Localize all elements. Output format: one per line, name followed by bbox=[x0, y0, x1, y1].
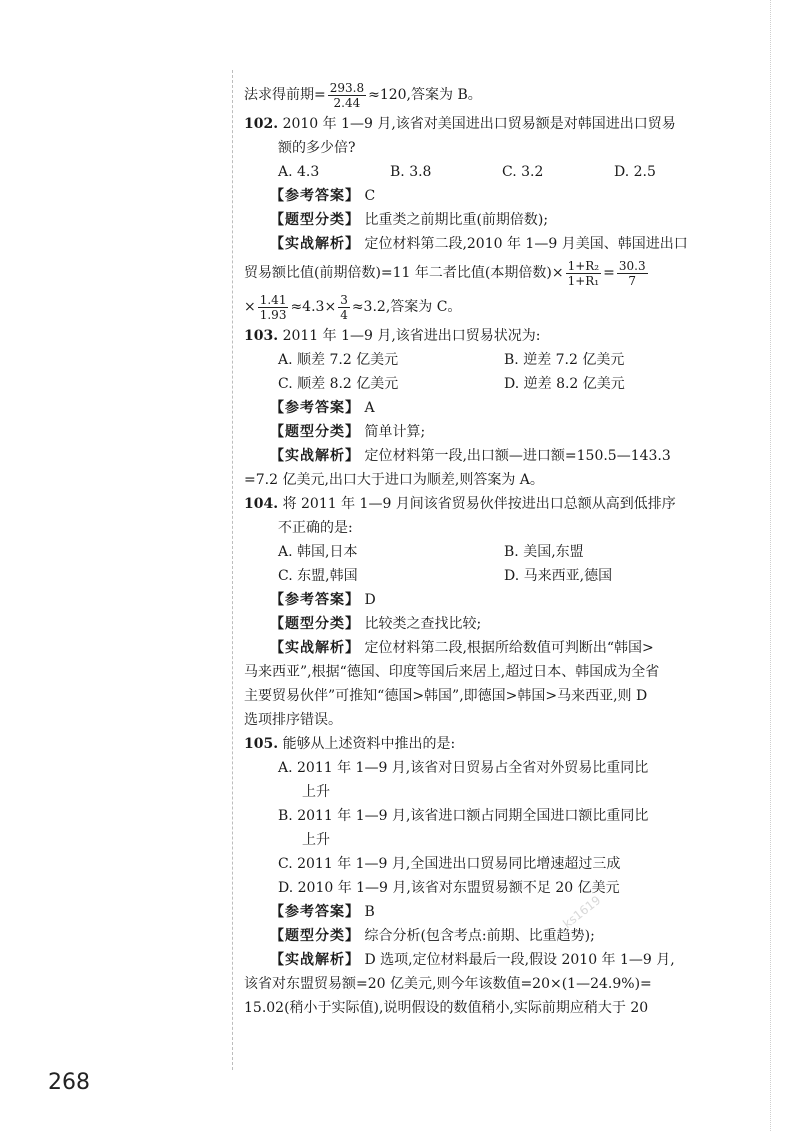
option-a: A. 顺差 7.2 亿美元 bbox=[278, 352, 399, 368]
question-stem-text: 能够从上述资料中推出的是: bbox=[282, 736, 456, 752]
option-text: D. 2010 年 1—9 月,该省对东盟贸易额不足 20 亿美元 bbox=[278, 880, 620, 896]
watermark: ks1619 bbox=[560, 893, 604, 931]
analysis-tag: 【实战解析】 bbox=[270, 236, 360, 252]
type-value: 综合分析(包含考点:前期、比重趋势); bbox=[364, 928, 595, 944]
answer-line bbox=[244, 900, 732, 924]
right-margin-marks bbox=[770, 0, 781, 1131]
analysis-text: 15.02(稍小于实际值),说明假设的数值稍小,实际前期应稍大于 20 bbox=[244, 1000, 649, 1016]
type-tag: 【题型分类】 bbox=[270, 616, 360, 632]
binding-edge-line bbox=[232, 70, 233, 1070]
question-number: 105. bbox=[244, 736, 279, 752]
analysis-line bbox=[244, 660, 732, 684]
fraction-numerator: 3 bbox=[340, 292, 348, 307]
question-stem-text: 2010 年 1—9 月,该省对美国进出口贸易额是对韩国进出口贸易 bbox=[282, 116, 676, 132]
fraction-denominator: 7 bbox=[628, 273, 637, 288]
question-105-stem bbox=[244, 732, 732, 756]
analysis-text: 定位材料第二段,2010 年 1—9 月美国、韩国进出口 bbox=[364, 236, 688, 252]
fraction bbox=[566, 259, 602, 288]
analysis-tag: 【实战解析】 bbox=[270, 640, 360, 656]
analysis-tag: 【实战解析】 bbox=[270, 952, 360, 968]
fraction-numerator: 1.41 bbox=[259, 292, 287, 307]
analysis-line bbox=[244, 684, 732, 708]
analysis-text: =7.2 亿美元,出口大于进口为顺差,则答案为 A。 bbox=[244, 472, 544, 488]
page-content bbox=[244, 78, 732, 1020]
question-number: 103. bbox=[244, 328, 279, 344]
question-number: 104. bbox=[244, 496, 279, 512]
type-line bbox=[244, 420, 732, 444]
answer-value: D bbox=[364, 592, 376, 608]
question-104-stem bbox=[244, 492, 732, 516]
answer-value: B bbox=[364, 904, 375, 920]
answer-line bbox=[244, 588, 732, 612]
type-line bbox=[244, 612, 732, 636]
analysis-text: 马来西亚”,根据“德国、印度等国后来居上,超过日本、韩国成为全省 bbox=[244, 664, 660, 680]
question-104-options bbox=[244, 564, 732, 588]
option-c: C. 东盟,韩国 bbox=[278, 568, 358, 584]
analysis-line bbox=[244, 972, 732, 996]
type-line bbox=[244, 924, 732, 948]
option-d: D. 马来西亚,德国 bbox=[504, 568, 613, 584]
answer-value: C bbox=[364, 188, 376, 204]
fraction bbox=[258, 293, 289, 322]
analysis-text: 该省对东盟贸易额=20 亿美元,则今年该数值=20×(1—24.9%)= bbox=[244, 976, 652, 992]
option-c bbox=[244, 852, 732, 876]
analysis-line bbox=[244, 996, 732, 1020]
type-tag: 【题型分类】 bbox=[270, 928, 360, 944]
analysis-text: 选项排序错误。 bbox=[244, 712, 342, 728]
question-102-stem-cont bbox=[244, 136, 732, 160]
analysis-text: 贸易额比值(前期倍数)=11 年二者比值(本期倍数)× bbox=[244, 265, 564, 281]
page-number: 268 bbox=[48, 1070, 90, 1095]
option-text: 上升 bbox=[302, 784, 330, 800]
question-103-options bbox=[244, 372, 732, 396]
analysis-tag: 【实战解析】 bbox=[270, 448, 360, 464]
type-line bbox=[244, 208, 732, 232]
question-102-options bbox=[244, 160, 732, 184]
answer-tag: 【参考答案】 bbox=[270, 188, 360, 204]
answer-value: A bbox=[364, 400, 375, 416]
option-b bbox=[244, 804, 732, 828]
analysis-math-line bbox=[244, 256, 732, 290]
option-text: A. 2011 年 1—9 月,该省对日贸易占全省对外贸易比重同比 bbox=[278, 760, 649, 776]
fraction bbox=[617, 259, 648, 288]
answer-tag: 【参考答案】 bbox=[270, 904, 360, 920]
option-d bbox=[244, 876, 732, 900]
analysis-line bbox=[244, 708, 732, 732]
option-d: D. 2.5 bbox=[614, 164, 656, 180]
answer-tag: 【参考答案】 bbox=[270, 592, 360, 608]
option-text: 上升 bbox=[302, 832, 330, 848]
question-stem-text: 将 2011 年 1—9 月间该省贸易伙伴按进出口总额从高到低排序 bbox=[282, 496, 676, 512]
analysis-line bbox=[244, 468, 732, 492]
analysis-text: 定位材料第二段,根据所给数值可判断出“韩国> bbox=[364, 640, 654, 656]
question-stem-text: 不正确的是: bbox=[278, 520, 353, 536]
fraction-numerator: 1+R₂ bbox=[567, 258, 600, 273]
fraction bbox=[328, 81, 366, 110]
top-fragment-suffix: ≈120,答案为 B。 bbox=[368, 87, 482, 103]
fraction bbox=[338, 293, 350, 322]
fraction-denominator: 1.93 bbox=[259, 307, 287, 322]
option-a: A. 韩国,日本 bbox=[278, 544, 358, 560]
option-b: B. 美国,东盟 bbox=[504, 544, 584, 560]
type-tag: 【题型分类】 bbox=[270, 424, 360, 440]
fraction-denominator: 1+R₁ bbox=[567, 273, 600, 288]
option-text: B. 2011 年 1—9 月,该省进口额占同期全国进口额比重同比 bbox=[278, 808, 649, 824]
analysis-line bbox=[244, 444, 732, 468]
option-c: C. 顺差 8.2 亿美元 bbox=[278, 376, 399, 392]
top-fragment-line bbox=[244, 78, 732, 112]
equals-sign: = bbox=[603, 265, 615, 281]
fraction-denominator: 2.44 bbox=[333, 95, 361, 110]
option-a bbox=[244, 756, 732, 780]
option-b: B. 3.8 bbox=[390, 164, 432, 180]
question-stem-text: 2011 年 1—9 月,该省进出口贸易状况为: bbox=[282, 328, 541, 344]
analysis-text: ≈3.2,答案为 C。 bbox=[351, 299, 462, 315]
times-sign: × bbox=[244, 299, 256, 315]
answer-line bbox=[244, 184, 732, 208]
analysis-text: D 选项,定位材料最后一段,假设 2010 年 1—9 月, bbox=[364, 952, 675, 968]
question-number: 102. bbox=[244, 116, 279, 132]
question-104-options bbox=[244, 540, 732, 564]
question-103-options bbox=[244, 348, 732, 372]
option-b-cont bbox=[244, 828, 732, 852]
option-d: D. 逆差 8.2 亿美元 bbox=[504, 376, 625, 392]
question-103-stem bbox=[244, 324, 732, 348]
question-104-stem-cont bbox=[244, 516, 732, 540]
option-a-cont bbox=[244, 780, 732, 804]
option-b: B. 逆差 7.2 亿美元 bbox=[504, 352, 625, 368]
type-tag: 【题型分类】 bbox=[270, 212, 360, 228]
analysis-text: ≈4.3× bbox=[290, 299, 337, 315]
analysis-line bbox=[244, 948, 732, 972]
fraction-denominator: 4 bbox=[340, 307, 348, 322]
analysis-line bbox=[244, 232, 732, 256]
answer-line bbox=[244, 396, 732, 420]
analysis-line bbox=[244, 636, 732, 660]
analysis-text: 定位材料第一段,出口额—进口额=150.5—143.3 bbox=[364, 448, 671, 464]
option-c: C. 3.2 bbox=[502, 164, 544, 180]
type-value: 比较类之查找比较; bbox=[364, 616, 482, 632]
type-value: 简单计算; bbox=[364, 424, 426, 440]
answer-tag: 【参考答案】 bbox=[270, 400, 360, 416]
analysis-text: 主要贸易伙伴”可推知“德国>韩国”,即德国>韩国>马来西亚,则 D bbox=[244, 688, 648, 704]
question-stem-text: 额的多少倍? bbox=[278, 140, 356, 156]
fraction-numerator: 293.8 bbox=[329, 80, 365, 95]
type-value: 比重类之前期比重(前期倍数); bbox=[364, 212, 549, 228]
top-fragment-prefix: 法求得前期= bbox=[244, 87, 326, 103]
question-102-stem bbox=[244, 112, 732, 136]
analysis-math-line bbox=[244, 290, 732, 324]
fraction-numerator: 30.3 bbox=[618, 258, 646, 273]
option-text: C. 2011 年 1—9 月,全国进出口贸易同比增速超过三成 bbox=[278, 856, 621, 872]
option-a: A. 4.3 bbox=[278, 164, 320, 180]
